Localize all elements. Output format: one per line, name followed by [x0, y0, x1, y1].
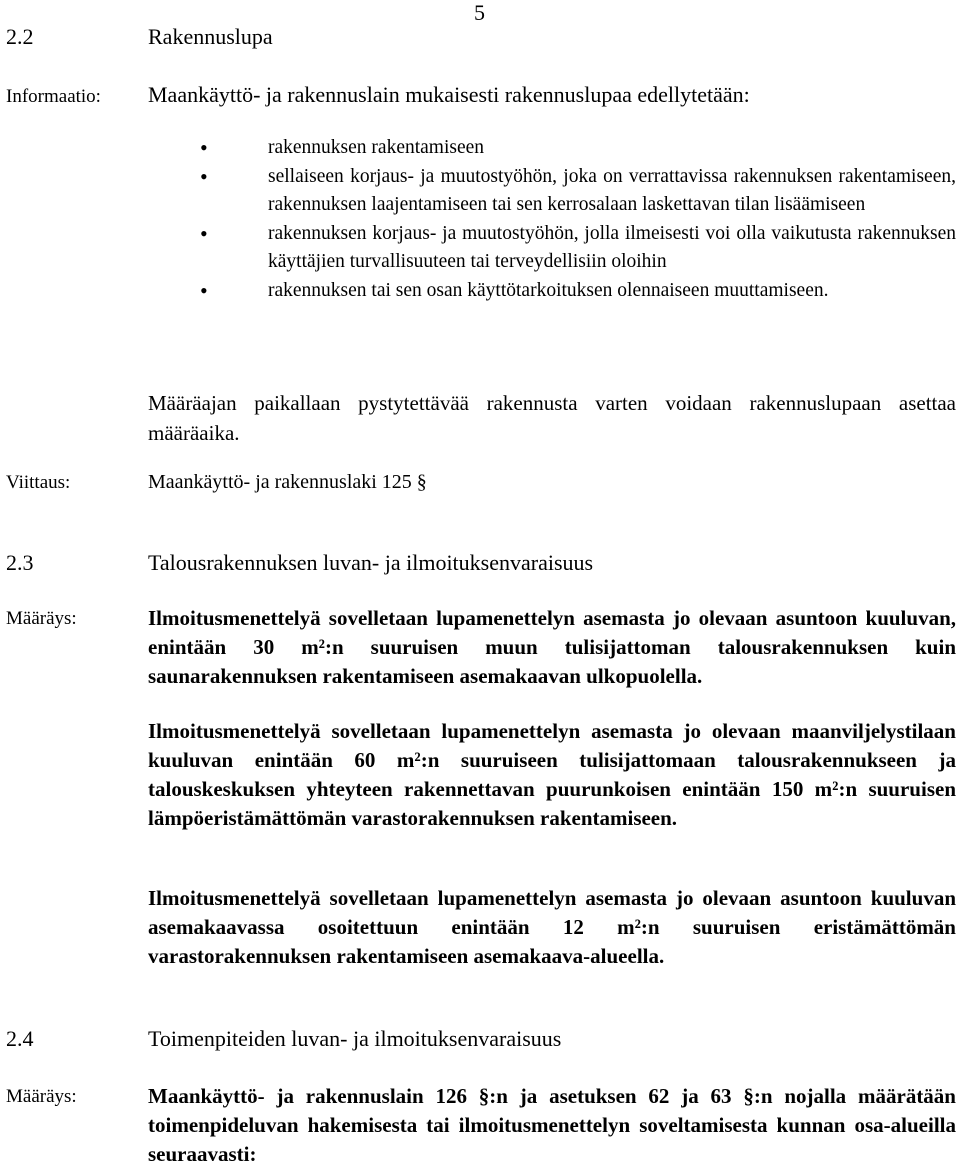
bullet-text: rakennuksen rakentamiseen: [268, 137, 485, 158]
bullet-icon: •: [200, 277, 208, 303]
page-number: 5: [474, 0, 485, 25]
section-2-2-intro: Maankäyttö- ja rakennuslain mukaisesti rakennuslupaa edellytetään:: [148, 82, 750, 107]
informaatio-label: Informaatio:: [6, 86, 101, 107]
bullet-text: sellaiseen korjaus- ja muutostyöhön, joka on verrattavissa rakennuksen rakentamiseen, rakennuksen laajentamiseen tai sen kerrosalaan laskettavan tilan lisäämiseen: [268, 165, 956, 215]
section-2-3-title: Talousrakennuksen luvan- ja ilmoituksenvaraisuus: [148, 550, 594, 575]
list-item: [200, 163, 956, 220]
section-2-4-title: Toimenpiteiden luvan- ja ilmoituksenvaraisuus: [148, 1026, 562, 1051]
bullet-icon: •: [200, 135, 208, 160]
viittaus-text: Maankäyttö- ja rakennuslaki 125 §: [148, 471, 427, 493]
section-2-4-paragraph: Maankäyttö- ja rakennuslain 126 §:n ja asetuksen 62 ja 63 §:n nojalla määrätään toimenpideluvan hakemisesta tai ilmoitusmenettelyn soveltamisesta kunnan osa-alueilla seuraavasti:: [148, 1084, 956, 1166]
section-2-3-paragraph-1: Ilmoitusmenettelyä sovelletaan lupamenettelyn asemasta jo olevaan asuntoon kuuluvan, enintään 30 m²:n suuruisen muun tulisijattoman talousrakennuksen kuin saunarakennuksen rakentamiseen asemakaavan ulkopuolella.: [148, 606, 956, 688]
bullet-icon: •: [200, 163, 208, 189]
bullet-list: [200, 134, 956, 305]
section-2-3-number: 2.3: [6, 550, 34, 575]
section-2-2-paragraph: Määräajan paikallaan pystytettävää rakennusta varten voidaan rakennuslupaan asettaa määräaika.: [148, 391, 956, 445]
list-item: [200, 220, 956, 277]
viittaus-label: Viittaus:: [6, 472, 71, 493]
section-2-3-paragraph-3: Ilmoitusmenettelyä sovelletaan lupamenettelyn asemasta jo olevaan asuntoon kuuluvan asemakaavassa osoitettuun enintään 12 m²:n suuruisen eristämättömän varastorakennuksen rakentamiseen asemakaava-alueella.: [148, 886, 956, 968]
section-2-2-title: Rakennuslupa: [148, 24, 273, 49]
list-item: [200, 277, 956, 306]
bullet-text: rakennuksen korjaus- ja muutostyöhön, jolla ilmeisesti voi olla vaikutusta rakennuksen käyttäjien turvallisuuteen tai terveydellisiin oloihin: [268, 222, 956, 272]
maarays-label: Määräys:: [6, 608, 77, 629]
section-2-2-number: 2.2: [6, 24, 34, 49]
list-item: [200, 134, 956, 163]
maarays-label: Määräys:: [6, 1086, 77, 1107]
bullet-text: rakennuksen tai sen osan käyttötarkoituksen olennaiseen muuttamiseen.: [268, 279, 829, 301]
bullet-icon: •: [200, 220, 208, 246]
section-2-3-paragraph-2: Ilmoitusmenettelyä sovelletaan lupamenettelyn asemasta jo olevaan maanviljelystilaan kuuluvan enintään 60 m²:n suuruiseen tulisijattomaan talousrakennukseen ja talouskeskuksen yhteyteen rakennettavan puurunkoisen enintään 150 m²:n suuruisen lämpöeristämättömän varastorakennuksen rakentamiseen.: [148, 719, 956, 830]
section-2-4-number: 2.4: [6, 1026, 34, 1051]
